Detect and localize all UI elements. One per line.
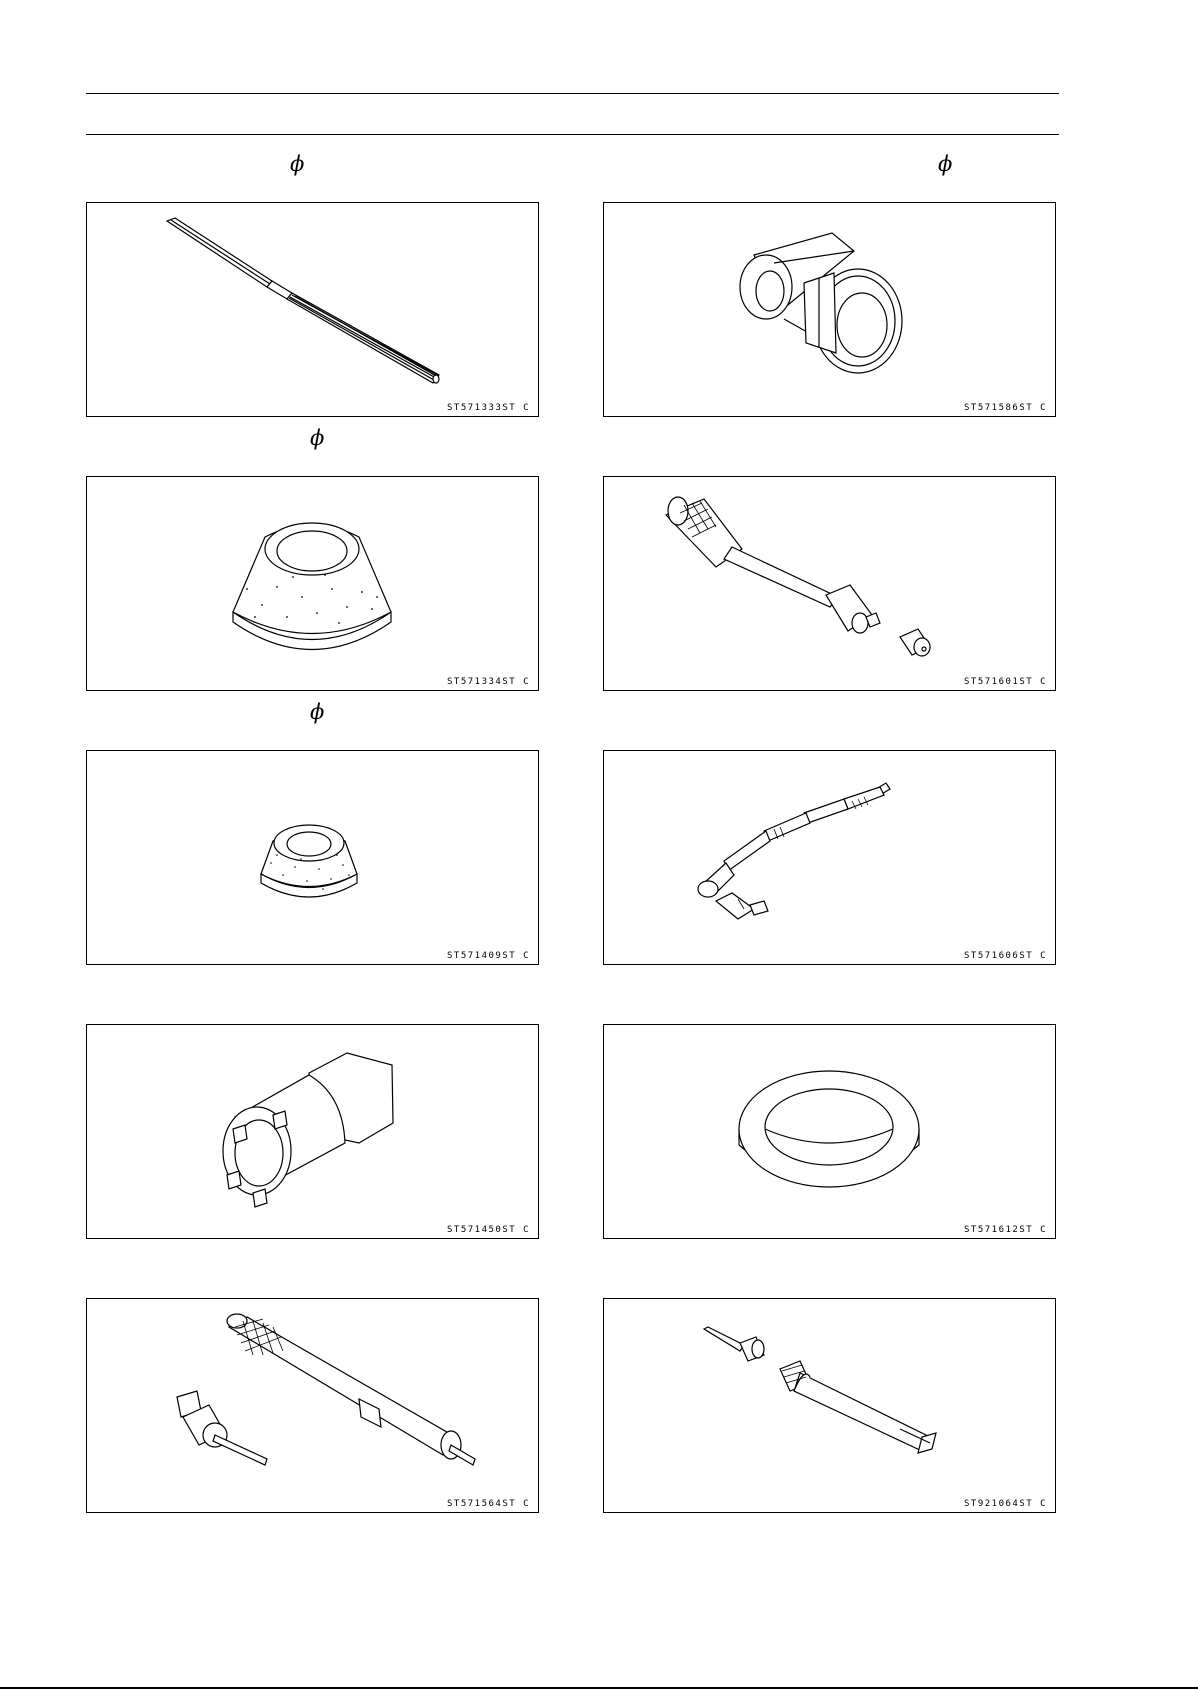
socket-illustration [87,1025,538,1238]
phi-symbol: ϕ [310,700,325,724]
tool-panel-socket [86,1024,539,1239]
cone-cutter-illustration [87,477,538,690]
tool-panel-cage [603,202,1056,417]
part-code: ST571612ST C [964,1225,1048,1235]
phi-symbol: ϕ [310,426,325,450]
guide-driver-illustration [87,1299,538,1512]
phi-symbol: ϕ [290,152,305,176]
tool-panel-cone-cutter [86,476,539,691]
header-rule-top [86,93,1059,94]
part-code: ST571333ST C [447,403,531,413]
part-code: ST571586ST C [964,403,1048,413]
slide-hammer-illustration [604,477,1055,690]
tool-panel-holder-bar [86,202,539,417]
small-cutter-illustration [87,751,538,964]
part-code: ST571450ST C [447,1225,531,1235]
tool-panel-ring [603,1024,1056,1239]
part-code: ST571564ST C [447,1499,531,1509]
tool-panel-sealant-tube [603,1298,1056,1513]
gauge-adapter-illustration [604,751,1055,964]
footer-rule [0,1687,1198,1689]
part-code: ST571606ST C [964,951,1048,961]
tool-panel-gauge-adapter [603,750,1056,965]
part-code: ST571334ST C [447,677,531,687]
cage-illustration [604,203,1055,416]
header-rule-bottom [86,134,1059,135]
ring-illustration [604,1025,1055,1238]
holder-bar-illustration [87,203,538,416]
sealant-tube-illustration [604,1299,1055,1512]
phi-symbol: ϕ [938,152,953,176]
part-code: ST921064ST C [964,1499,1048,1509]
tool-panel-slide-hammer [603,476,1056,691]
tool-panel-guide-driver [86,1298,539,1513]
part-code: ST571601ST C [964,677,1048,687]
part-code: ST571409ST C [447,951,531,961]
tool-panel-small-cutter [86,750,539,965]
